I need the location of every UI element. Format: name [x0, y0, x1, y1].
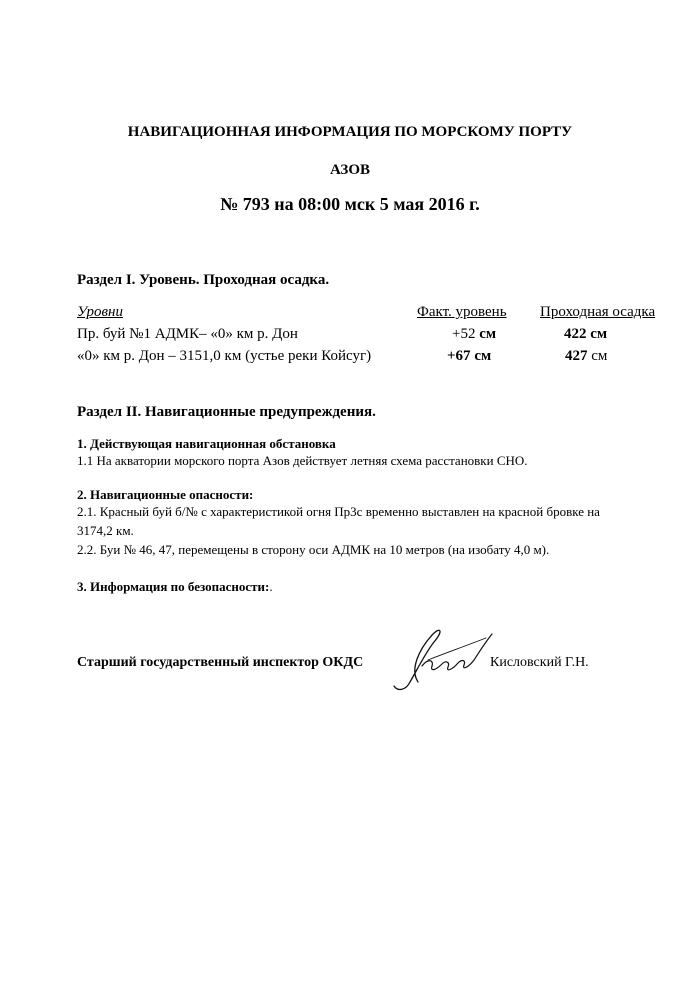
signer-name: Кисловский Г.Н. [490, 655, 589, 670]
actual-unit: см [474, 348, 492, 364]
column-header-actual-level: Факт. уровень [417, 304, 507, 320]
table-row-name: «0» км р. Дон – 3151,0 км (устье реки Койсуг) [77, 348, 372, 364]
document-title: НАВИГАЦИОННАЯ ИНФОРМАЦИЯ ПО МОРСКОМУ ПОРТУ [127, 124, 573, 140]
port-name: АЗОВ [329, 162, 371, 178]
subsection-3-suffix: . [269, 579, 273, 594]
table-row-actual [452, 326, 496, 343]
actual-value: +52 [452, 326, 476, 342]
subsection-1-title: 1. Действующая навигационная обстановка [77, 436, 336, 451]
section-2-title: Раздел II. Навигационные предупреждения. [77, 404, 376, 420]
hazard-2-1-line-1: 2.1. Красный буй б/№ с характеристикой огня Пр3с временно выставлен на красной бровке на [77, 504, 600, 519]
table-row-actual [447, 348, 491, 365]
table-row-draft [565, 348, 607, 365]
subsection-3 [77, 579, 273, 595]
section-1-title: Раздел I. Уровень. Проходная осадка. [77, 272, 330, 288]
signer-position: Старший государственный инспектор ОКДС [77, 655, 364, 670]
subsection-3-title: 3. Информация по безопасности: [77, 579, 270, 594]
actual-value: +67 [447, 348, 471, 364]
handwritten-signature-icon [388, 620, 498, 700]
draft-value: 427 [565, 348, 588, 364]
column-header-draft: Проходная осадка [540, 304, 656, 320]
actual-unit: см [479, 326, 497, 342]
report-number-date: № 793 на 08:00 мск 5 мая 2016 г. [220, 194, 480, 214]
table-row-draft [564, 326, 607, 343]
draft-value: 422 [564, 326, 587, 342]
hazard-2-1-line-2: 3174,2 км. [77, 523, 134, 538]
table-row-name: Пр. буй №1 АДМК– «0» км р. Дон [77, 326, 298, 342]
column-header-levels: Уровни [77, 304, 123, 320]
hazard-2-2: 2.2. Буи № 46, 47, перемещены в сторону оси АДМК на 10 метров (на изобату 4,0 м). [77, 542, 550, 557]
draft-unit: см [590, 326, 608, 342]
subsection-2-title: 2. Навигационные опасности: [77, 487, 254, 502]
draft-unit: см [591, 348, 608, 364]
subsection-1-text: 1.1 На акватории морского порта Азов действует летняя схема расстановки СНО. [77, 453, 528, 468]
